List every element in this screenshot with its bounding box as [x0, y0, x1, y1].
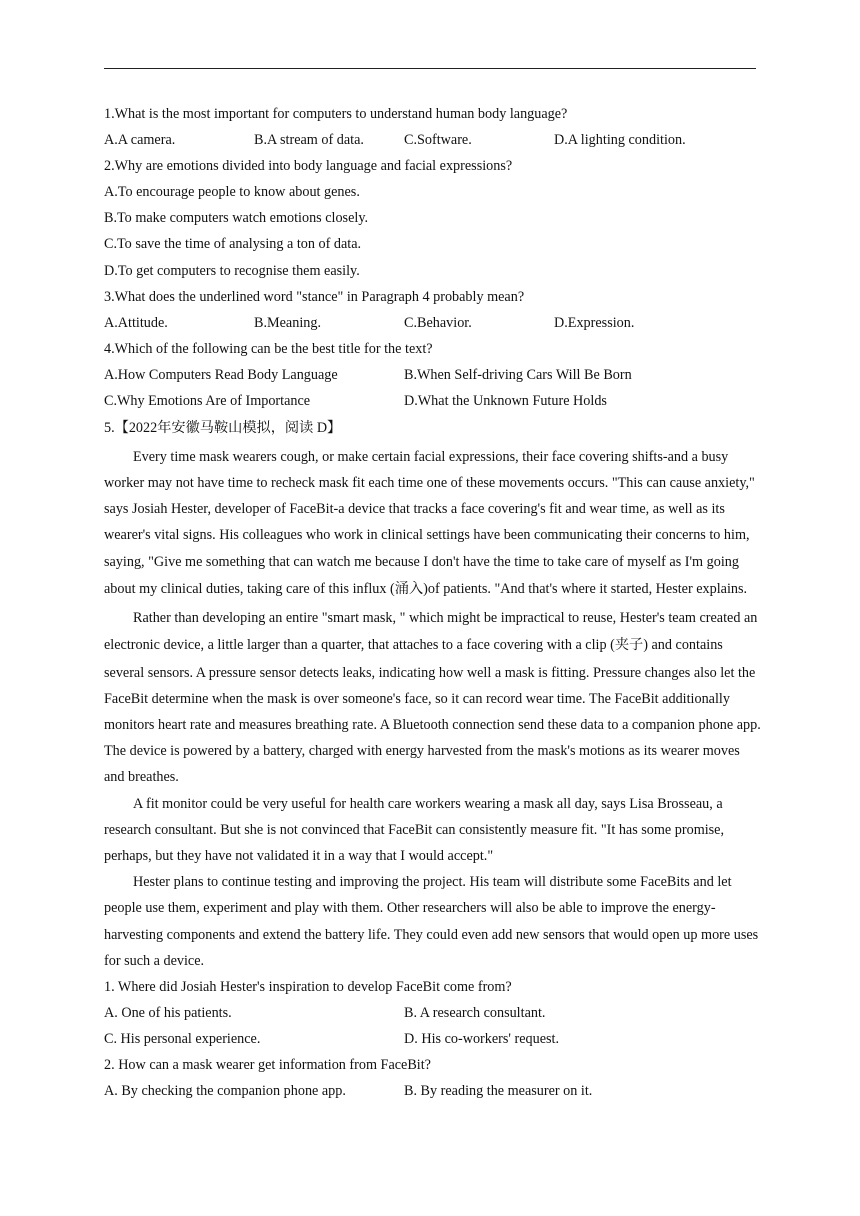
question-1-stem: 1.What is the most important for computers to understand human body language? [104, 106, 568, 122]
passage-p2-line: several sensors. A pressure sensor detects leaks, indicating how well a mask is fitting. Pressure changes also let the [104, 665, 756, 681]
passage-p4-line: for such a device. [104, 953, 205, 969]
passage-p1-line: wearer's vital signs. His colleagues who work in clinical settings have been communicating their concerns to him, [104, 527, 750, 543]
q5-2-option-a: A. By checking the companion phone app. [104, 1083, 346, 1099]
passage-p4-line: people use them, experiment and play with them. Other researchers will also be able to improve the energy- [104, 900, 716, 916]
passage-p3-line: A fit monitor could be very useful for health care workers wearing a mask all day, says Lisa Brosseau, a [133, 796, 723, 812]
question-5-1-stem: 1. Where did Josiah Hester's inspiration to develop FaceBit come from? [104, 979, 512, 995]
passage-p2-line: FaceBit determine when the mask is over someone's face, so it can record wear time. The FaceBit additionally [104, 691, 730, 707]
passage-p1-line: Every time mask wearers cough, or make certain facial expressions, their face covering shifts-and a busy [133, 449, 729, 465]
passage-p2-line: The device is powered by a battery, charged with energy harvested from the mask's motions as its wearer moves [104, 743, 740, 759]
q3-option-c: C.Behavior. [404, 315, 472, 331]
passage-p2-line: and breathes. [104, 769, 179, 785]
q3-option-d: D.Expression. [554, 315, 635, 331]
q2-option-b: B.To make computers watch emotions closely. [104, 210, 369, 226]
passage-p1-line: saying, "Give me something that can watch me because I don't have the time to take care of myself as I'm going [104, 554, 739, 570]
q2-option-c: C.To save the time of analysing a ton of data. [104, 236, 362, 252]
q1-option-c: C.Software. [404, 132, 472, 148]
q5-1-option-b: B. A research consultant. [404, 1005, 546, 1021]
q3-option-a: A.Attitude. [104, 315, 168, 331]
q4-option-b: B.When Self-driving Cars Will Be Born [404, 367, 632, 383]
q5-2-option-b: B. By reading the measurer on it. [404, 1083, 593, 1099]
q1-option-a: A.A camera. [104, 132, 176, 148]
passage-p3-line: research consultant. But she is not convinced that FaceBit can consistently measure fit. "It has some promise, [104, 822, 725, 838]
passage-p4-line: harvesting components and extend the battery life. They could even add new sensors that would open up more uses [104, 927, 759, 943]
q1-option-d: D.A lighting condition. [554, 132, 686, 148]
section-5-heading: 5.【2022年安徽马鞍山模拟，阅读 D】 [104, 420, 342, 436]
passage-p2-line: monitors heart rate and measures breathing rate. A Bluetooth connection send these data to a companion phone app. [104, 717, 761, 733]
q1-option-b: B.A stream of data. [254, 132, 364, 148]
q5-1-option-d: D. His co-workers' request. [404, 1031, 560, 1047]
question-2-stem: 2.Why are emotions divided into body language and facial expressions? [104, 158, 513, 174]
q2-option-a: A.To encourage people to know about genes. [104, 184, 360, 200]
q5-1-option-c: C. His personal experience. [104, 1031, 261, 1047]
q2-option-d: D.To get computers to recognise them easily. [104, 263, 360, 279]
question-4-stem: 4.Which of the following can be the best title for the text? [104, 341, 433, 357]
q4-option-c: C.Why Emotions Are of Importance [104, 393, 311, 409]
passage-p3-line: perhaps, but they have not validated it in a way that I would accept." [104, 848, 494, 864]
passage-p2-line: electronic device, a little larger than a quarter, that attaches to a face covering with a clip (夹子) and contains [104, 637, 723, 653]
passage-p1-line: about my clinical duties, taking care of this influx (涌入)of patients. "And that's where it started, Hester explains. [104, 581, 748, 597]
q5-1-option-a: A. One of his patients. [104, 1005, 232, 1021]
header-rule [104, 68, 756, 69]
question-5-2-stem: 2. How can a mask wearer get information from FaceBit? [104, 1057, 431, 1073]
passage-p1-line: worker may not have time to recheck mask fit each time one of these movements occurs. "This can cause anxiety," [104, 475, 755, 491]
passage-p4-line: Hester plans to continue testing and improving the project. His team will distribute some FaceBits and let [133, 874, 732, 890]
q3-option-b: B.Meaning. [254, 315, 321, 331]
q4-option-d: D.What the Unknown Future Holds [404, 393, 607, 409]
q4-option-a: A.How Computers Read Body Language [104, 367, 338, 383]
question-3-stem: 3.What does the underlined word "stance" in Paragraph 4 probably mean? [104, 289, 525, 305]
passage-p1-line: says Josiah Hester, developer of FaceBit-a device that tracks a face covering's fit and wear time, as well as its [104, 501, 725, 517]
passage-p2-line: Rather than developing an entire "smart mask, " which might be impractical to reuse, Hester's team created an [133, 610, 758, 626]
